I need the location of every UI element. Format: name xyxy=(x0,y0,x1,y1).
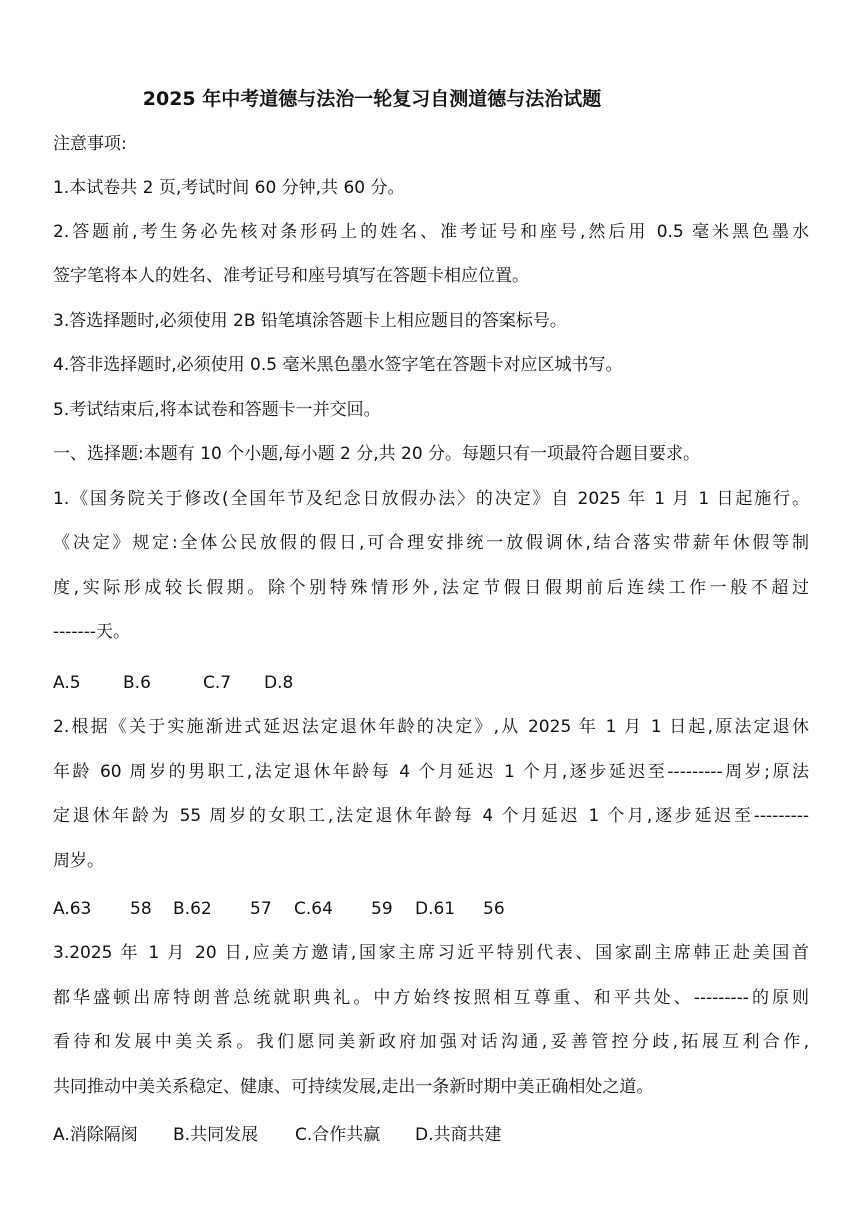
option-a: A.63 xyxy=(53,899,92,919)
question-3-line-2: 都华盛顿出席特朗普总统就职典礼。中方始终按照相互尊重、和平共处、---------的原则 xyxy=(53,988,809,1008)
option-b: B.62 xyxy=(173,899,212,919)
option-d: D.61 xyxy=(415,899,456,919)
question-3-line-1: 3.2025 年 1 月 20 日,应美方邀请,国家主席习近平特别代表、国家副主席韩正赴美国首 xyxy=(53,943,809,963)
question-1-line-1: 1.《国务院关于修改(全国年节及纪念日放假办法〉的决定》自 2025 年 1 月 1 日起施行。 xyxy=(53,489,809,509)
question-1-line-3: 度,实际形成较长假期。除个别特殊情形外,法定节假日假期前后连续工作一般不超过 xyxy=(53,578,809,598)
exam-title: 2025 年中考道德与法治一轮复习自测道德与法治试题 xyxy=(142,88,602,110)
option-b-second: 57 xyxy=(250,899,272,919)
option-c: C.64 xyxy=(294,899,333,919)
notice-line-2: 2.答题前,考生务必先核对条形码上的姓名、准考证号和座号,然后用 0.5 毫米黑色墨水 xyxy=(53,222,809,242)
notice-line-3: 3.答选择题时,必须使用 2B 铅笔填涂答题卡上相应题目的答案标号。 xyxy=(53,311,567,331)
question-3-line-3: 看待和发展中美关系。我们愿同美新政府加强对话沟通,妥善管控分歧,拓展互利合作, xyxy=(53,1032,809,1052)
question-2-line-4: 周岁。 xyxy=(53,851,104,871)
question-2-line-3: 定退休年龄为 55 周岁的女职工,法定退休年龄每 4 个月延迟 1 个月,逐步延迟至--------- xyxy=(53,806,809,826)
option-c-second: 59 xyxy=(371,899,393,919)
question-2-line-1: 2.根据《关于实施渐进式延迟法定退休年龄的决定》,从 2025 年 1 月 1 日起,原法定退休 xyxy=(53,717,809,737)
notice-line-1: 1.本试卷共 2 页,考试时间 60 分钟,共 60 分。 xyxy=(53,178,405,198)
option-d: D.8 xyxy=(264,673,294,693)
notice-line-5: 5.考试结束后,将本试卷和答题卡一并交回。 xyxy=(53,400,381,420)
option-d-second: 56 xyxy=(483,899,505,919)
option-a: A.5 xyxy=(53,673,81,693)
notice-line-4: 4.答非选择题时,必须使用 0.5 毫米黑色墨水签字笔在答题卡对应区城书写。 xyxy=(53,355,623,375)
option-b: B.共同发展 xyxy=(173,1125,259,1145)
option-c: C.7 xyxy=(203,673,232,693)
option-b: B.6 xyxy=(123,673,151,693)
question-2-line-2: 年龄 60 周岁的男职工,法定退休年龄每 4 个月延迟 1 个月,逐步延迟至---------周岁;原法 xyxy=(53,762,809,782)
notice-heading: 注意事项: xyxy=(53,134,127,154)
option-a: A.消除隔阂 xyxy=(53,1125,138,1145)
question-1-line-2: 《决定》规定:全体公民放假的假日,可合理安排统一放假调休,结合落实带薪年休假等制 xyxy=(53,533,809,553)
option-c: C.合作共赢 xyxy=(295,1125,381,1145)
section-heading: 一、选择题:本题有 10 个小题,每小题 2 分,共 20 分。每题只有一项最符合题目要求。 xyxy=(53,444,701,464)
question-3-line-4: 共同推动中美关系稳定、健康、可持续发展,走出一条新时期中美正确相处之道。 xyxy=(53,1077,654,1097)
option-a-second: 58 xyxy=(130,899,152,919)
notice-line-2-cont: 签字笔将本人的姓名、准考证号和座号填写在答题卡相应位置。 xyxy=(53,266,529,286)
option-d: D.共商共建 xyxy=(415,1125,502,1145)
question-1-line-4: -------天。 xyxy=(53,622,130,642)
